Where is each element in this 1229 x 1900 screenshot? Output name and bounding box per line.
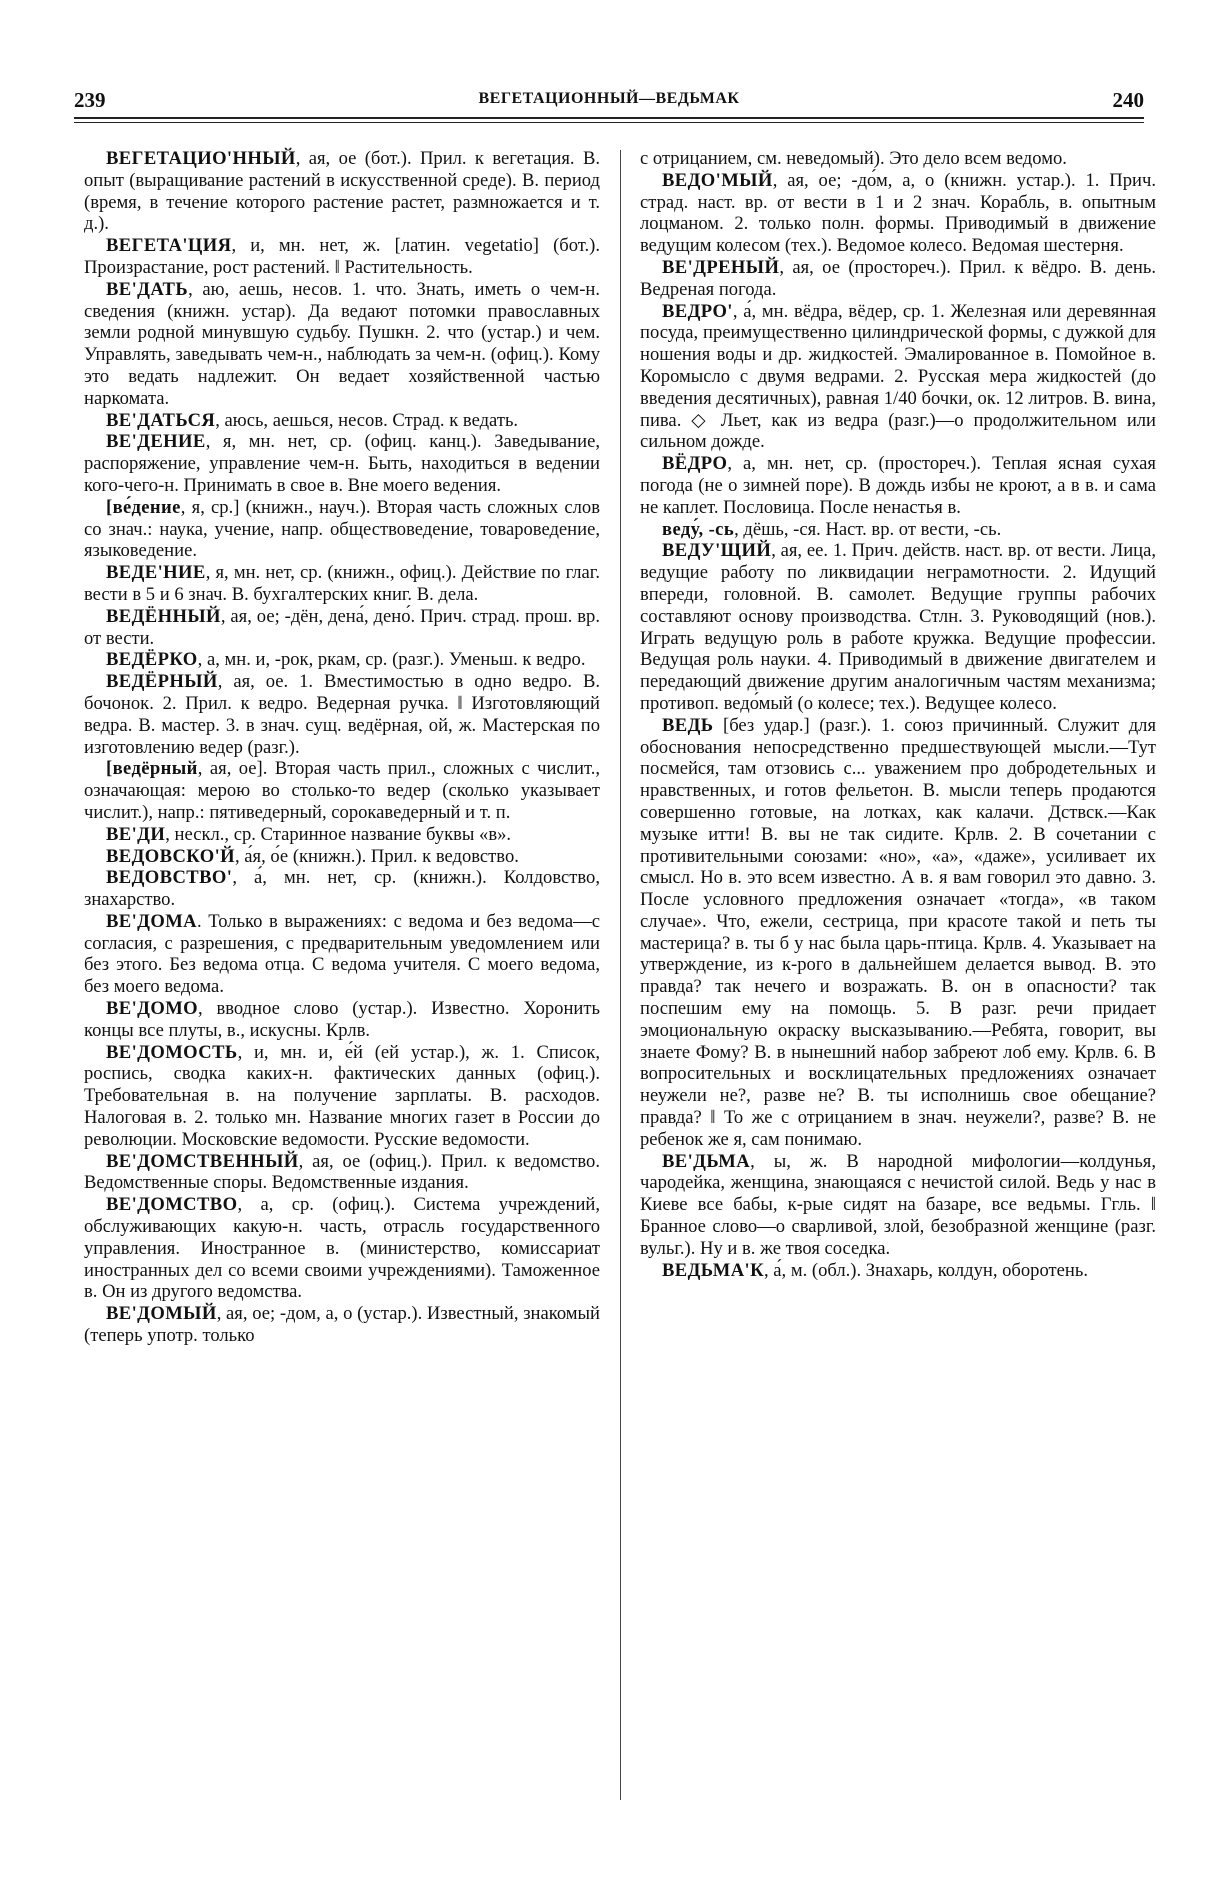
headword: ВЕДЁННЫЙ <box>106 605 221 627</box>
left-column <box>84 148 600 1347</box>
dictionary-entry <box>84 562 600 606</box>
dictionary-entry <box>84 279 600 410</box>
entry-continuation <box>640 148 1156 170</box>
headword: ВЕ'ДОМОСТЬ <box>106 1041 238 1063</box>
headword: ВЕ'ДЕНИЕ <box>106 431 206 453</box>
dictionary-entry <box>84 497 600 562</box>
dictionary-entry <box>84 148 600 235</box>
dictionary-entry <box>84 911 600 998</box>
dictionary-entry <box>84 1042 600 1151</box>
dictionary-entry <box>84 758 600 823</box>
headword: веду́, -сь <box>662 518 735 540</box>
dictionary-entry <box>640 715 1156 1151</box>
entry-text: , ая, ое (офиц.). Прил. к ведомство. Ведомственные споры. Ведомственные издания. <box>84 1150 600 1194</box>
headword: ВЕГЕТА'ЦИЯ <box>106 235 232 257</box>
dictionary-entry <box>84 1151 600 1195</box>
entry-text: , я, мн. нет, ср. (книжн., офиц.). Действие по глаг. вести в 5 и 6 знач. В. бухгалтерских книг. В. дела. <box>84 562 600 605</box>
dictionary-entry <box>640 257 1156 301</box>
entry-text: , ая, ее. 1. Прич. действ. наст. вр. от вести. Лица, ведущие работу по ликвидации неграмотности. 2. Идущий впереди, головной. В. самолет. Ведущие группы рабочих составляют основу производства. Стлн. 3. Руководящий (нов.). Играть ведущую роль в работе кружка. Ведущие профессии. Ведущая роль науки. 4. Приводимый в движение двигателем и передающий движение другим аналогичным частям механизма; противоп. ведо́мый (о колесе; тех.). Ведущее колесо. <box>640 540 1156 714</box>
headword: ВЕДОВСТВО' <box>106 867 233 889</box>
dictionary-entry <box>84 998 600 1042</box>
dictionary-entry <box>84 606 600 650</box>
entry-text: с отрицанием, см. неведомый). Это дело всем ведомо. <box>640 148 1067 169</box>
entry-text: , а, ср. (офиц.). Система учреждений, обслуживающих какую-н. часть, отрасль государственного управления. Иностранное в. (министерство, комиссариат иностранных дел со всеми своими учреждениями). Таможенное в. Он из другого ведомства. <box>84 1194 600 1303</box>
entry-text: , а, мн. нет, ср. (простореч.). Теплая ясная сухая погода (не о зимней поре). В дождь избы не кроют, а в в. и сама не каплет. Пословица. После ненастья в. <box>640 453 1156 518</box>
entry-text: , вводное слово (устар.). Известно. Хоронить концы все плуты, в., искусны. Крлв. <box>84 998 600 1041</box>
dictionary-entry <box>640 301 1156 454</box>
dictionary-entry <box>84 671 600 758</box>
entry-text: , ая, ое; -дом, а, о (устар.). Известный, знакомый (теперь употр. только <box>84 1303 600 1347</box>
entry-text: , а́, мн. нет, ср. (книжн.). Колдовство, знахарство. <box>84 867 600 911</box>
headword: ВЕ'ДОМО <box>106 998 199 1020</box>
headword: ВЕ'ДЬМА <box>662 1150 751 1172</box>
headword: ВЕГЕТАЦИО'ННЫЙ <box>106 148 296 169</box>
headword: ВЁДРО <box>662 453 728 475</box>
headword: ВЕ'ДАТЬ <box>106 278 189 300</box>
headword: ВЕ'ДИ <box>106 823 166 845</box>
headword: ВЕ'ДОМСТВО <box>106 1194 238 1216</box>
entry-text: , а́, м. (обл.). Знахарь, колдун, оборотень. <box>763 1259 1088 1281</box>
headword: ВЕДОВСКО'Й <box>106 845 235 867</box>
headword: ВЕДЬМА'К <box>662 1259 764 1281</box>
right-column <box>640 148 1156 1281</box>
entry-text: , и, мн. и, е́й (ей устар.), ж. 1. Список, роспись, сводка каких-н. фактических данных (офиц.). Требовательная в. на получение зарплаты. В. расходов. Налоговая в. 2. только мн. Название многих газет в России до революции. Московские ведомости. Русские ведомости. <box>84 1041 600 1150</box>
entry-text: , а́я, о́е (книжн.). Прил. к ведовство. <box>235 845 519 867</box>
right-page-number: 240 <box>1112 88 1144 112</box>
dictionary-entry <box>84 410 600 432</box>
headword: ВЕ'ДАТЬСЯ <box>106 409 216 431</box>
running-head: ВЕГЕТАЦИОННЫЙ—ВЕДЬМАК <box>478 90 740 107</box>
headword: ВЕДЬ <box>662 714 714 736</box>
header-rule <box>74 117 1144 119</box>
entry-text: , я, ср.] (книжн., науч.). Вторая часть сложных слов со знач.: наука, учение, напр. обществоведение, товароведение, языковедение. <box>84 496 600 562</box>
headword: [ве́дение <box>106 496 181 518</box>
header-rule-thin <box>74 122 1144 123</box>
headword: ВЕДЁРНЫЙ <box>106 671 218 693</box>
entry-text: , я, мн. нет, ср. (офиц. канц.). Заведывание, распоряжение, управление чем-н. Быть, находиться в ведении кого-чего-н. Принимать в свое в. Вне моего ведения. <box>84 431 600 496</box>
dictionary-entry <box>640 453 1156 518</box>
dictionary-entry <box>640 519 1156 541</box>
dictionary-entry <box>84 649 600 671</box>
left-page-number: 239 <box>74 88 106 112</box>
dictionary-entry <box>84 1303 600 1347</box>
entry-text: , аюсь, аешься, несов. Страд. к ведать. <box>215 409 519 431</box>
headword: ВЕДРО' <box>662 300 733 322</box>
dictionary-entry <box>84 431 600 496</box>
entry-text: , ая, ое; -до́м, а, о (книжн. устар.). 1. Прич. страд. наст. вр. от вести в 1 и 2 знач. Корабль, в. опытным лоцманом. 2. только полн. формы. Приводимый в движение ведущим колесом (тех.). Ведомое колесо. Ведомая шестерня. <box>640 169 1156 257</box>
entry-text: , и, мн. нет, ж. [латин. vegetatio] (бот.). Произрастание, рост растений. ‖ Растительность. <box>84 235 600 278</box>
dictionary-entry <box>640 1151 1156 1260</box>
entry-text: [без удар.] (разг.). 1. союз причинный. Служит для обоснования непосредственно предшествующей мысли.—Тут посмейся, там отзовись с... уважением про добродетельных и нравственных, и готов фельетон. В. мысли теперь продаются совершенно готовые, на лотках, как калачи. Дствск.—Как музыке итти! В. вы не так сидите. Крлв. 2. В сочетании с противительными союзами: «но», «а», «даже», усиливает их смысл. Но в. это всем известно. А в. я вам говорил это давно. 3. После условного предложения означает «тогда», «в таком случае». Что, ежели, сестрица, при красоте такой и петь ты мастерица? в. ты б у нас была царь-птица. Крлв. 4. Указывает на утверждение, из к-рого в дальнейшем делается вывод. В. это правда? так нечего и возражать. В. он в опасности? так поспешим ему на помощь. 5. В разг. речи придает эмоциональную окраску высказыванию.—Ребята, говорит, вы знаете Фому? В. в нынешний набор забреют лоб ему. Крлв. 6. В вопросительных и восклицательных предложениях означает неужели не?, разве не? В. ты исполнишь свое обещание? правда? ‖ То же с отрицанием в знач. неужели?, разве? В. не ребенок же я, сам понимаю. <box>640 714 1156 1150</box>
entry-text: , ая, ое (бот.). Прил. к вегетация. В. опыт (выращивание растений в искусственной среде). В. период (время, в течение которого растение растет, размножается и т. д.). <box>84 148 600 235</box>
headword: ВЕ'ДРЕНЫЙ <box>662 256 780 278</box>
headword: ВЕДЕ'НИЕ <box>106 562 206 584</box>
entry-text: , а́, мн. вёдра, вёдер, ср. 1. Железная или деревянная посуда, преимущественно цилиндрической формы, с дужкой для ношения воды и др. жидкостей. Эмалированное в. Помойное в. Коромысло с двумя ведрами. 2. Русская мера жидкостей (до введения десятичных), равная 1/40 бочки, ок. 12 литров. В. вина, пива. ◇ Льет, как из ведра (разг.)—о продолжительном или сильном дожде. <box>640 300 1156 453</box>
dictionary-entry <box>640 540 1156 714</box>
dictionary-entry <box>640 1260 1156 1282</box>
entry-text: , а, мн. и, -рок, ркам, ср. (разг.). Уменьш. к ведро. <box>197 649 586 671</box>
headword: [ведёрный <box>106 758 198 780</box>
entry-text: , аю, аешь, несов. 1. что. Знать, иметь о чем-н. сведения (книжн. устар). Да ведают потомки православных земли родной минувшую судьбу. Пушкн. 2. что (устар.) и чем. Управлять, заведывать чем-н., наблюдать за чем-н. (офиц.). Кому это ведать надлежит. Он ведает хозяйственной частью наркомата. <box>84 278 600 409</box>
headword: ВЕ'ДОМСТВЕННЫЙ <box>106 1150 299 1172</box>
dictionary-entry <box>84 824 600 846</box>
entry-text: , ая, ое; -дён, дена́, дено́. Прич. страд. прош. вр. от вести. <box>84 605 600 649</box>
entry-text: . Только в выражениях: с ведома и без ведома—с согласия, с разрешения, с предварительным уведомлением или без этого. Без ведома отца. С ведома учителя. С моего ведома, без моего ведома. <box>84 910 600 998</box>
headword: ВЕДО'МЫЙ <box>662 169 773 191</box>
dictionary-entry <box>84 846 600 868</box>
headword: ВЕДЁРКО <box>106 649 198 671</box>
entry-text: , ы, ж. В народной мифологии—колдунья, чародейка, женщина, знающаяся с нечистой силой. Ведь у нас в Киеве все бабы, к-рые сидят на базаре, все ведьмы. Ггль. ‖ Бранное слово—о сварливой, злой, безобразной женщине (разг. вульг.). Ну и в. же твоя соседка. <box>640 1150 1156 1259</box>
entry-text: , ая, ое]. Вторая часть прил., сложных с числит., означающая: мерою во столько-то ведер (сколько указывает числит.), напр.: пятиведерный, сорокаведерный и т. п. <box>84 758 600 823</box>
headword: ВЕ'ДОМЫЙ <box>106 1303 217 1325</box>
dictionary-entry <box>640 170 1156 257</box>
page-header <box>74 88 1144 118</box>
entry-text: , нескл., ср. Старинное название буквы «в». <box>165 823 512 845</box>
dictionary-entry <box>84 1194 600 1303</box>
headword: ВЕДУ'ЩИЙ <box>662 540 772 562</box>
entry-text: , ая, ое. 1. Вместимостью в одно ведро. В. бочонок. 2. Прил. к ведро. Ведерная ручка. ‖ Изготовляющий ведра. В. мастер. 3. в знач. сущ. ведёрная, ой, ж. Мастерская по изготовлению ведер (разг.). <box>84 671 600 758</box>
entry-text: , дёшь, -ся. Наст. вр. от вести, -сь. <box>734 518 1002 540</box>
column-divider <box>620 150 621 1800</box>
dictionary-entry <box>84 867 600 911</box>
headword: ВЕ'ДОМА <box>106 910 198 932</box>
dictionary-entry <box>84 235 600 279</box>
entry-text: , ая, ое (простореч.). Прил. к вёдро. В. день. Ведреная погода. <box>640 256 1156 300</box>
